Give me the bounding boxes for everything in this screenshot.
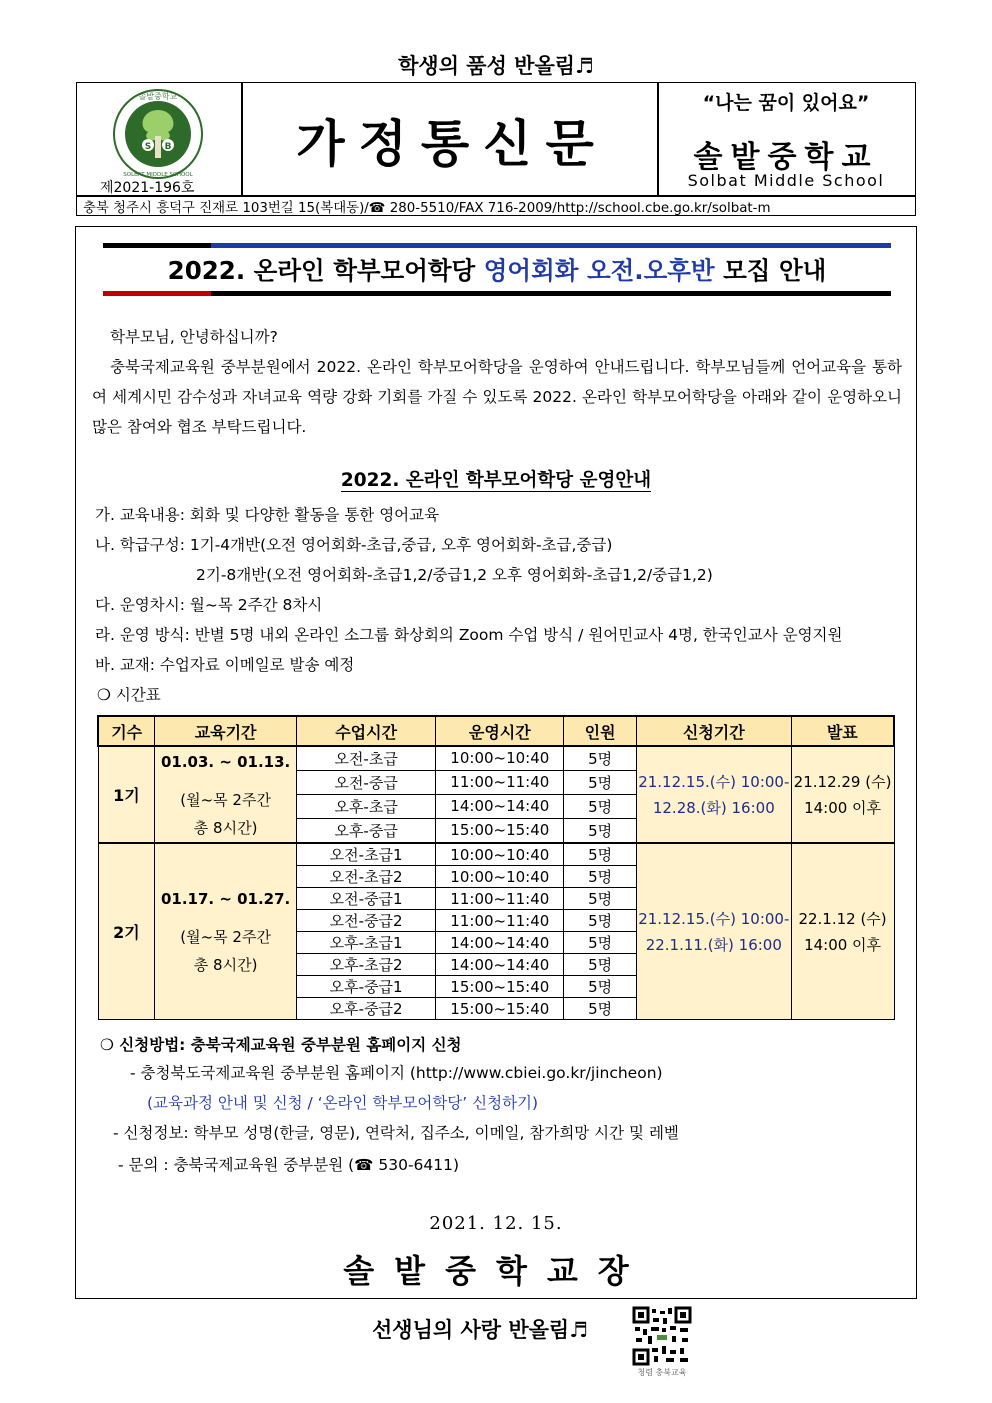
item-method: 라. 운영 방식: 반별 5명 내외 온라인 소그룹 화상회의 Zoom 수업 방식 / 원어민교사 4명, 한국인교사 운영지원 bbox=[95, 626, 843, 644]
term2-dates: 01.17. ~ 01.27. bbox=[160, 889, 291, 908]
item-sessions: 다. 운영차시: 월~목 2주간 8차시 bbox=[95, 596, 323, 614]
apply-path: (교육과정 안내 및 신청 / ‘온라인 학부모어학당’ 신청하기) bbox=[147, 1094, 539, 1112]
apply-info: - 신청정보: 학부모 성명(한글, 영문), 연락처, 집주소, 이메일, 참가희망 시간 및 레벨 bbox=[113, 1124, 679, 1142]
item-materials: 바. 교재: 수업자료 이메일로 발송 예정 bbox=[95, 656, 355, 674]
logo-ring-text: SOLBAT MIDDLE SCHOOL bbox=[123, 172, 193, 178]
class-cell: 오전-초급2 bbox=[296, 866, 435, 888]
time-cell: 15:00~15:40 bbox=[436, 818, 564, 843]
apply-site: - 충청북도국제교육원 중부분원 홈페이지 (http://www.cbiei.go.kr/jincheon) bbox=[130, 1064, 663, 1082]
title-bar bbox=[211, 291, 891, 296]
school-name-en: Solbat Middle School bbox=[687, 171, 885, 190]
capacity-cell: 5명 bbox=[564, 770, 637, 794]
qr-caption: 청렴 충북교육 bbox=[637, 1368, 687, 1377]
th-apply: 신청기간 bbox=[636, 716, 791, 746]
capacity-cell: 5명 bbox=[564, 866, 637, 888]
schedule-table bbox=[97, 715, 895, 1020]
class-cell: 오후-중급 bbox=[296, 818, 435, 843]
term2-label: 2기 bbox=[98, 843, 155, 1020]
class-cell: 오전-중급 bbox=[296, 770, 435, 794]
time-cell: 11:00~11:40 bbox=[436, 910, 564, 932]
section-title-text: 2022. 온라인 학부모어학당 운영안내 bbox=[340, 470, 652, 491]
th-time: 운영시간 bbox=[436, 716, 564, 746]
table-header-row bbox=[98, 716, 894, 746]
term1-apply-start: 21.12.15.(수) 10:00- bbox=[638, 772, 790, 791]
page-title: 가정통신문 bbox=[296, 114, 608, 173]
top-motto: 학생의 품성 반올림♬ bbox=[398, 53, 594, 78]
th-capacity: 인원 bbox=[564, 716, 637, 746]
term1-note2: 총 8시간) bbox=[193, 818, 258, 837]
title-bar bbox=[103, 243, 211, 248]
item-content: 가. 교육내용: 회화 및 다양한 활동을 통한 영어교육 bbox=[95, 506, 440, 524]
time-cell: 15:00~15:40 bbox=[436, 998, 564, 1020]
school-address: 충북 청주시 흥덕구 진재로 103번길 15(복대동)/☎ 280-5510/FAX 716-2009/http://school.cbe.go.kr/solbat-m bbox=[83, 201, 771, 216]
term2-note2: 총 8시간) bbox=[193, 955, 258, 974]
term2-announce bbox=[791, 843, 894, 1020]
time-cell: 10:00~10:40 bbox=[436, 746, 564, 770]
class-cell: 오후-중급1 bbox=[296, 976, 435, 998]
term1-apply-end: 12.28.(화) 16:00 bbox=[652, 798, 775, 817]
time-cell: 14:00~14:40 bbox=[436, 954, 564, 976]
capacity-cell: 5명 bbox=[564, 910, 637, 932]
issue-date: 2021. 12. 15. bbox=[429, 1213, 563, 1234]
qr-code bbox=[632, 1306, 692, 1368]
time-cell: 10:00~10:40 bbox=[436, 843, 564, 866]
term2-announce-time: 14:00 이후 bbox=[804, 935, 882, 954]
school-slogan: “나는 꿈이 있어요” bbox=[702, 92, 870, 114]
school-name: 솔밭중학교 bbox=[693, 140, 879, 175]
time-cell: 15:00~15:40 bbox=[436, 976, 564, 998]
term2-apply-start: 21.12.15.(수) 10:00- bbox=[638, 909, 790, 928]
time-cell: 14:00~14:40 bbox=[436, 932, 564, 954]
signature: 솔밭중학교장 bbox=[343, 1252, 649, 1290]
schedule-label: ❍ 시간표 bbox=[97, 686, 161, 704]
title-bar bbox=[103, 291, 211, 296]
capacity-cell: 5명 bbox=[564, 818, 637, 843]
term1-dates: 01.03. ~ 01.13. bbox=[160, 752, 291, 771]
time-cell: 10:00~10:40 bbox=[436, 866, 564, 888]
notice-title-part3: 모집 안내 bbox=[714, 256, 827, 285]
class-cell: 오전-초급 bbox=[296, 746, 435, 770]
section-title bbox=[0, 466, 992, 492]
class-cell: 오전-중급1 bbox=[296, 888, 435, 910]
class-cell: 오전-중급2 bbox=[296, 910, 435, 932]
th-announce: 발표 bbox=[791, 716, 894, 746]
greeting: 학부모님, 안녕하십니까? bbox=[110, 328, 278, 346]
title-bar bbox=[211, 243, 891, 248]
capacity-cell: 5명 bbox=[564, 932, 637, 954]
term1-period bbox=[155, 746, 297, 843]
logo-letter-b: B bbox=[164, 142, 172, 152]
term2-note1: (월~목 2주간 bbox=[180, 927, 271, 946]
term2-period bbox=[155, 843, 297, 1020]
term2-announce-date: 22.1.12 (수) bbox=[798, 909, 887, 928]
intro-paragraph: 충북국제교육원 중부분원에서 2022. 온라인 학부모어학당을 운영하여 안내드립니다. 학부모님들께 언어교육을 통하여 세계시민 감수성과 자녀교육 역량 강화 기회를 가질 수 있도록 2022. 온라인 학부모어학당을 아래와 같이 운영하오니 많은 참여와 협조 부탁드립니다. bbox=[92, 358, 902, 436]
capacity-cell: 5명 bbox=[564, 888, 637, 910]
issue-number: 제2021-196호 bbox=[100, 180, 195, 196]
bottom-motto: 선생님의 사랑 반올림♬ bbox=[372, 1317, 589, 1342]
time-cell: 11:00~11:40 bbox=[436, 888, 564, 910]
class-cell: 오후-중급2 bbox=[296, 998, 435, 1020]
term1-announce bbox=[791, 746, 894, 843]
term1-announce-date: 21.12.29 (수) bbox=[793, 772, 892, 791]
capacity-cell: 5명 bbox=[564, 954, 637, 976]
table-row bbox=[98, 843, 894, 866]
term1-note1: (월~목 2주간 bbox=[180, 790, 271, 809]
class-cell: 오후-초급2 bbox=[296, 954, 435, 976]
class-cell: 오전-초급1 bbox=[296, 843, 435, 866]
item-classes: 나. 학급구성: 1기-4개반(오전 영어회화-초급,중급, 오후 영어회화-초급,중급) bbox=[95, 536, 613, 554]
term2-apply-end: 22.1.11.(화) 16:00 bbox=[645, 935, 782, 954]
term1-announce-time: 14:00 이후 bbox=[804, 798, 882, 817]
capacity-cell: 5명 bbox=[564, 746, 637, 770]
term1-label: 1기 bbox=[98, 746, 155, 843]
school-logo bbox=[112, 88, 204, 180]
table-row bbox=[98, 746, 894, 770]
capacity-cell: 5명 bbox=[564, 976, 637, 998]
time-cell: 11:00~11:40 bbox=[436, 770, 564, 794]
capacity-cell: 5명 bbox=[564, 843, 637, 866]
term1-apply bbox=[636, 746, 791, 843]
logo-letter-s: S bbox=[144, 142, 152, 152]
apply-method: ❍ 신청방법: 충북국제교육원 중부분원 홈페이지 신청 bbox=[100, 1036, 462, 1054]
item-classes-2: 2기-8개반(오전 영어회화-초급1,2/중급1,2 오후 영어회화-초급1,2/중급1,2) bbox=[196, 566, 713, 584]
header-divider bbox=[241, 82, 243, 196]
logo-top-text: 솔밭중학교 bbox=[138, 92, 178, 101]
class-cell: 오후-초급 bbox=[296, 794, 435, 818]
term2-apply bbox=[636, 843, 791, 1020]
apply-contact: - 문의 : 충북국제교육원 중부분원 (☎ 530-6411) bbox=[118, 1156, 460, 1174]
th-period: 교육기간 bbox=[155, 716, 297, 746]
time-cell: 14:00~14:40 bbox=[436, 794, 564, 818]
notice-title bbox=[103, 252, 891, 287]
th-term: 기수 bbox=[98, 716, 155, 746]
capacity-cell: 5명 bbox=[564, 794, 637, 818]
class-cell: 오후-초급1 bbox=[296, 932, 435, 954]
notice-title-part1: 2022. 온라인 학부모어학당 bbox=[167, 256, 484, 285]
th-class: 수업시간 bbox=[296, 716, 435, 746]
capacity-cell: 5명 bbox=[564, 998, 637, 1020]
notice-title-highlight: 영어회화 오전.오후반 bbox=[483, 256, 715, 285]
